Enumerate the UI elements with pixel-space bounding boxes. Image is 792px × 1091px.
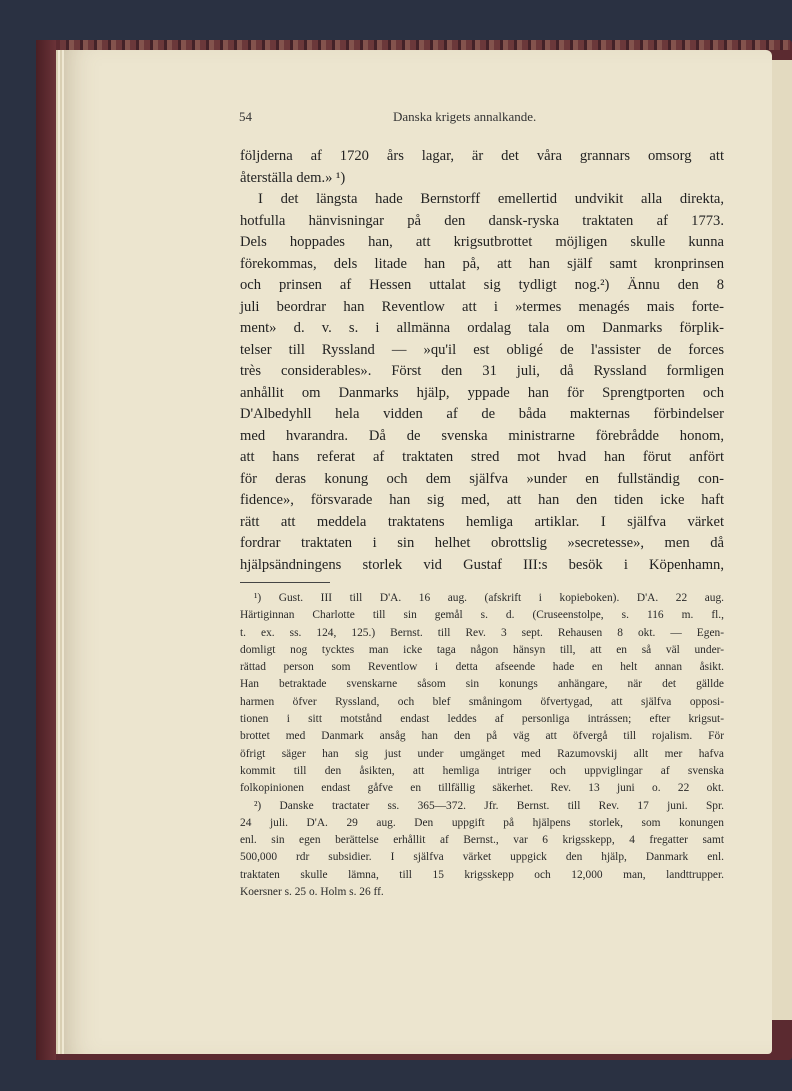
- text-line: att hans referat af traktaten stred mot hvad han förut anfört: [240, 449, 724, 465]
- cover-edge-strip: [60, 40, 790, 50]
- text-line: D'Albedyhll hela vidden af de båda makternas förbindelser: [240, 406, 724, 422]
- footnote-line: kommit till den åsikten, att hemliga intriger och uppviglingar af svenska: [240, 764, 724, 777]
- footnote-line: Härtiginnan Charlotte till sin gemål s. d. (Cruseenstolpe, s. 116 m. fl.,: [240, 609, 724, 622]
- footnote-line: folkopinionen endast gåfve en tillfällig säkerhet. Rev. 13 juni o. 22 okt.: [240, 782, 724, 795]
- text-line: förekommas, dels litade han på, att han själf samt kronprinsen: [240, 255, 724, 272]
- text-line: telser till Ryssland — »qu'il est obligé de l'assister de forces: [240, 341, 724, 358]
- footnote-line: enl. sin egen berättelse erhållit af Bernst., var 6 krigsskepp, 4 fregatter samt: [240, 834, 724, 847]
- book-spine: [36, 40, 56, 1060]
- text-line: fordrar traktaten i sin helhet obrottslig »secretesse», men då: [240, 535, 724, 551]
- footnote-line: Han betraktade svenskarne såsom sin konungs anhängare, när det gällde: [240, 678, 724, 691]
- footnote-line: domligt nog tycktes man icke taga någon hänsyn till, att en så väl under-: [240, 643, 724, 656]
- footnote-line: ¹) Gust. III till D'A. 16 aug. (afskrift i kopieboken). D'A. 22 aug.: [254, 592, 724, 604]
- text-line: för deras konung och dem själfva »under en fullständig con-: [240, 470, 724, 487]
- text-line: hjälpsändningens storlek vid Gustaf III:s besök i Köpenhamn,: [240, 556, 724, 573]
- footnote-line: traktaten skulle lämna, till 15 krigsskepp och 12,000 man, landttrupper.: [240, 868, 724, 881]
- text-line: rätt att meddela traktatens hemliga artiklar. I själfva värket: [240, 513, 724, 530]
- footnote-line: tionen i sitt motstånd endast leddes af personliga intrássen; efter krigsut-: [240, 713, 724, 726]
- footnote-line: öfrigt säger han sig just under umgänget med Razumovskij allt mer hafva: [240, 747, 724, 760]
- footnote-line: 500,000 rdr subsidier. I själfva värket uppgick den hjälp, Danmark enl.: [240, 851, 724, 864]
- footnote-line: harmen öfver Ryssland, och blef småningom öfvertygad, att själfva opposi-: [240, 695, 724, 708]
- text-line: återställa dem.» ¹): [240, 169, 346, 186]
- text-line: ment» d. v. s. i allmänna ordalag tala om Danmarks förplik-: [240, 320, 724, 336]
- text-line: I det längsta hade Bernstorff emellertid undvikit alla direkta,: [258, 191, 724, 207]
- footnote-line: brottet med Danmark ansåg han den på väg att öfvergå till rojalism. För: [240, 730, 724, 743]
- footnote-separator: [240, 582, 330, 583]
- footnote-line: rättad person som Reventlow i detta afseende hade en helt annan åsikt.: [240, 661, 724, 674]
- text-line: hotfulla hänvisningar på den dansk-ryska traktaten af 1773.: [240, 212, 724, 229]
- running-title: Danska krigets annalkande.: [393, 109, 537, 124]
- footnote-line: Koersner s. 25 o. Holm s. 26 ff.: [240, 886, 384, 899]
- text-line: très considerables». Först den 31 juli, då Ryssland formligen: [240, 363, 724, 379]
- page-number: 54: [239, 109, 252, 124]
- text-line: med hvarandra. Då de svenska ministrarne förebrådde honom,: [240, 427, 724, 444]
- footnotes: [240, 590, 724, 901]
- footnote-line: ²) Danske tractater ss. 365—372. Jfr. Bernst. till Rev. 17 juni. Spr.: [254, 799, 724, 812]
- text-line: och prinsen af Hessen uttalat sig tydligt nog.²) Ännu den 8: [240, 277, 724, 293]
- footnote-line: 24 juli. D'A. 29 aug. Den uppgift på hjälpens storlek, som konungen: [240, 816, 724, 829]
- text-line: anhållit om Danmarks hjälp, yppade han för Sprengtporten och: [240, 384, 724, 401]
- text-line: Dels hoppades han, att krigsutbrottet möjligen skulle kunna: [240, 234, 724, 250]
- text-line: fidence», försvarade han sig med, att han den tiden icke haft: [240, 492, 724, 508]
- main-text: [240, 146, 724, 576]
- text-line: följderna af 1720 års lagar, är det våra grannars omsorg att: [240, 148, 724, 164]
- page-header: [239, 109, 719, 129]
- footnote-line: t. ex. ss. 124, 125.) Bernst. till Rev. 3 sept. Rehausen 8 okt. — Egen-: [240, 626, 724, 639]
- text-line: juli beordrar han Reventlow att i »termes menagés mais forte-: [240, 298, 724, 315]
- page-edge: [56, 50, 64, 1054]
